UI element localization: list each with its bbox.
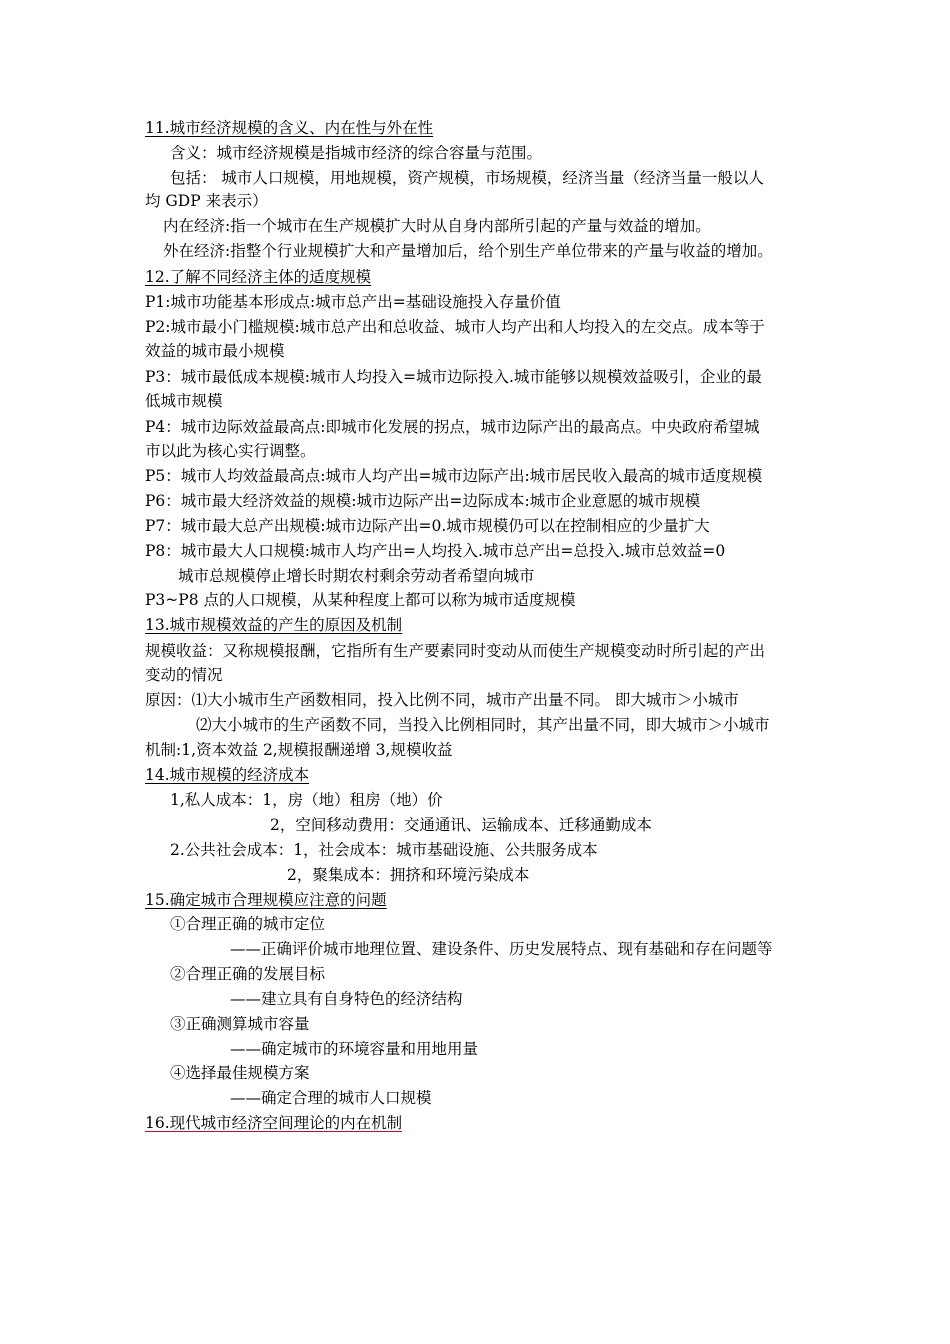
s12-p1: P1:城市功能基本形成点:城市总产出=基础设施投入存量价值 [145,293,561,311]
s12-p3-cont: 低城市规模 [145,392,223,410]
s14-private-cost-2: 2，空间移动费用：交通通讯、运输成本、迁移通勤成本 [270,816,652,834]
s12-p8-cont: 城市总规模停止增长时期农村剩余劳动者希望向城市 [178,567,535,585]
section-13-heading: 13.城市规模效益的产生的原因及机制 [145,616,403,634]
section-15-heading: 15.确定城市合理规模应注意的问题 [145,891,387,909]
s12-p7: P7：城市最大总产出规模:城市边际产出=0.城市规模仍可以在控制相应的少量扩大 [145,517,710,535]
s15-item-4-detail: ——确定合理的城市人口规模 [230,1089,432,1107]
s12-p6: P6：城市最大经济效益的规模:城市边际产出=边际成本:城市企业意愿的城市规模 [145,492,701,510]
s15-item-2: ②合理正确的发展目标 [170,965,326,983]
s13-reason-2: ⑵大小城市的生产函数不同，当投入比例相同时，其产出量不同，即大城市＞小城市 [196,716,770,734]
s15-item-1-detail: ——正确评价城市地理位置、建设条件、历史发展特点、现有基础和存在问题等 [230,940,773,958]
section-12-heading: 12.了解不同经济主体的适度规模 [145,268,372,286]
s15-item-1: ①合理正确的城市定位 [170,915,326,933]
s12-p5: P5：城市人均效益最高点:城市人均产出=城市边际产出:城市居民收入最高的城市适度规模 [145,467,763,485]
s12-p8: P8：城市最大人口规模:城市人均产出=人均投入.城市总产出=总投入.城市总效益=0 [145,542,726,560]
s12-p4-cont: 市以此为核心实行调整。 [145,442,316,460]
s12-p3: P3：城市最低成本规模:城市人均投入=城市边际投入.城市能够以规模效益吸引，企业的最 [145,368,762,386]
s15-item-3-detail: ——确定城市的环境容量和用地用量 [230,1040,479,1058]
s12-p2-cont: 效益的城市最小规模 [145,342,285,360]
s11-includes-cont: 均 GDP 来表示） [145,192,268,210]
s11-includes: 包括： 城市人口规模，用地规模，资产规模，市场规模，经济当量（经济当量一般以人 [170,169,764,187]
s11-definition: 含义：城市经济规模是指城市经济的综合容量与范围。 [170,144,543,162]
s15-item-2-detail: ——建立具有自身特色的经济结构 [230,990,463,1008]
s14-private-cost: 1,私人成本：1，房（地）租房（地）价 [170,791,443,809]
s11-external-economy: 外在经济:指整个行业规模扩大和产量增加后，给个别生产单位带来的产量与收益的增加。 [163,242,773,260]
section-11-heading: 11.城市经济规模的含义、内在性与外在性 [145,119,434,137]
s13-definition: 规模收益：又称规模报酬，它指所有生产要素同时变动从而使生产规模变动时所引起的产出 [145,642,766,660]
s13-definition-cont: 变动的情况 [145,666,223,684]
s14-public-cost: 2.公共社会成本：1，社会成本：城市基础设施、公共服务成本 [170,841,598,859]
s12-summary: P3~P8 点的人口规模，从某种程度上都可以称为城市适度规模 [145,591,576,609]
s15-item-3: ③正确测算城市容量 [170,1015,310,1033]
s14-public-cost-2: 2，聚集成本：拥挤和环境污染成本 [287,866,530,884]
s13-reason-1: 原因：⑴大小城市生产函数相同，投入比例不同，城市产出量不同。 即大城市＞小城市 [145,691,739,709]
s15-item-4: ④选择最佳规模方案 [170,1064,310,1082]
s12-p4: P4：城市边际效益最高点:即城市化发展的拐点，城市边际产出的最高点。中央政府希望城 [145,418,760,436]
section-16-heading: 16.现代城市经济空间理论的内在机制 [145,1114,403,1132]
s11-internal-economy: 内在经济:指一个城市在生产规模扩大时从自身内部所引起的产量与效益的增加。 [163,217,711,235]
s13-mechanism: 机制:1,资本效益 2,规模报酬递增 3,规模收益 [145,741,453,759]
section-14-heading: 14.城市规模的经济成本 [145,766,310,784]
s12-p2: P2:城市最小门槛规模:城市总产出和总收益、城市人均产出和人均投入的左交点。成本等于 [145,318,765,336]
